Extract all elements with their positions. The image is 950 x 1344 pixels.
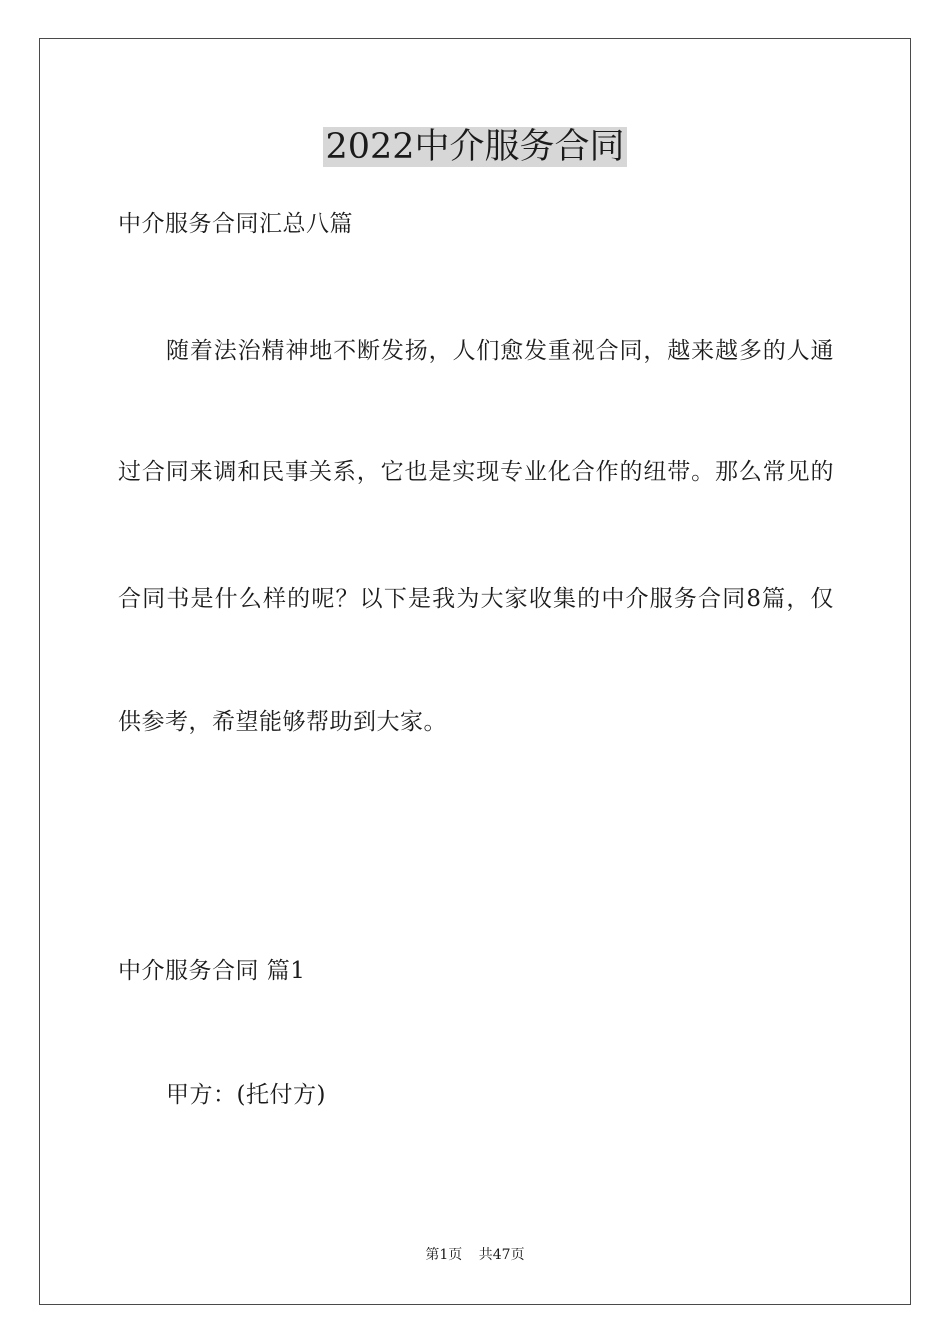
- section-heading: 中介服务合同 篇1: [118, 958, 306, 984]
- party-a-line: 甲方：(托付方): [166, 1082, 326, 1108]
- document-title: [0, 123, 950, 171]
- document-subtitle: 中介服务合同汇总八篇: [118, 211, 353, 237]
- document-title-text: 2022中介服务合同: [325, 127, 625, 167]
- page-number-total: 共47页: [478, 1247, 525, 1263]
- page-footer: [0, 1245, 950, 1265]
- intro-paragraph-line-1: 随着法治精神地不断发扬，人们愈发重视合同，越来越多的人通: [166, 338, 834, 364]
- page-number-current: 第1页: [425, 1247, 463, 1263]
- intro-paragraph-line-2: 过合同来调和民事关系，它也是实现专业化合作的纽带。那么常见的: [118, 459, 834, 485]
- intro-paragraph-line-3: 合同书是什么样的呢？以下是我为大家收集的中介服务合同8篇，仅: [118, 586, 834, 612]
- intro-paragraph-line-4: 供参考，希望能够帮助到大家。: [118, 709, 447, 735]
